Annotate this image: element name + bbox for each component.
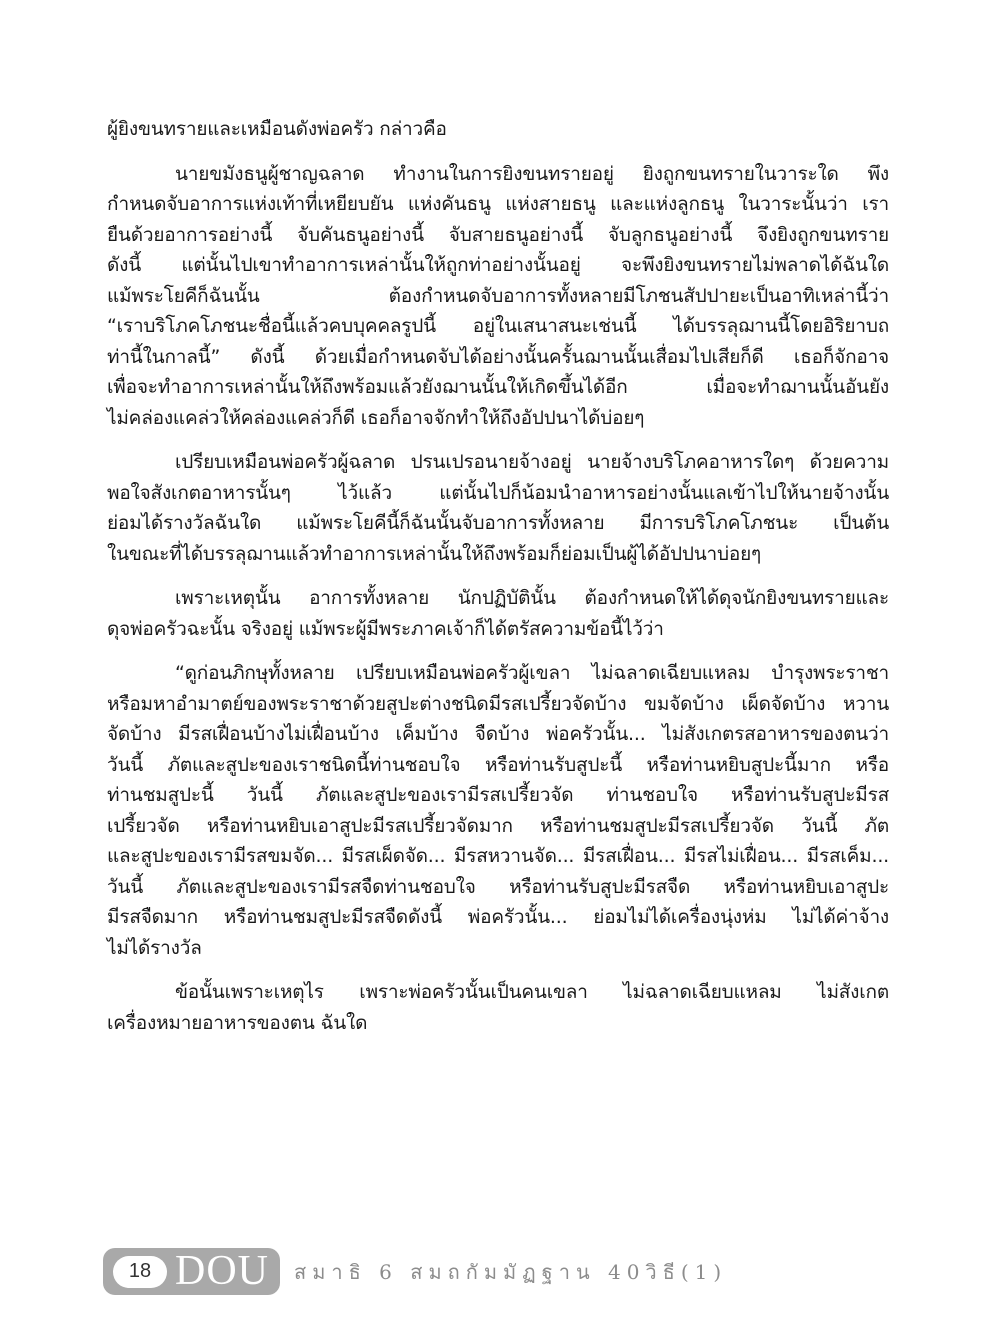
text-line: เพราะเหตุนั้น อาการทั้งหลาย นักปฏิบัตินั้น ต้องกำหนดให้ได้ดุจนักยิงขนทรายและ [175,587,889,609]
text-line: ดุจพ่อครัวฉะนั้น จริงอยู่ แม้พระผู้มีพระภาคเจ้าก็ได้ตรัสความข้อนี้ไว้ว่า [107,617,664,640]
text-line: ย่อมได้รางวัลฉันใด แม้พระโยคีนี้ก็ฉันนั้นจับอาการทั้งหลาย มีการบริโภคโภชนะ เป็นต้น [107,512,889,534]
paragraph-gap [107,433,889,447]
paragraph [107,159,889,434]
text-line: เพื่อจะทำอาการเหล่านั้นให้ถึงพร้อมแล้วยังฌานนั้นให้เกิดขึ้นได้อีก เมื่อจะทำฌานนั้นอันยัง [107,376,889,398]
text-line: พอใจสังเกตอาหารนั้นๆ ไว้แล้ว แต่นั้นไปก็น้อมนำอาหารอย่างนั้นแลเข้าไปให้นายจ้างนั้น [107,481,889,504]
body-text [107,114,889,1038]
text-line: ผู้ยิงขนทรายและเหมือนดังพ่อครัว กล่าวคือ [107,118,447,140]
paragraph [107,583,889,644]
text-line: ในขณะที่ได้บรรลุฌานแล้วทำอาการเหล่านั้นให้ถึงพร้อมก็ย่อมเป็นผู้ได้อัปปนาบ่อยๆ [107,542,762,565]
text-line: ท่านชมสูปะนี้ วันนี้ ภัตและสูปะของเรามีรสเปรี้ยวจัด ท่านชอบใจ หรือท่านรับสูปะมีรส [107,784,889,806]
text-line: “ดูก่อนภิกษุทั้งหลาย เปรียบเหมือนพ่อครัวผู้เขลา ไม่ฉลาดเฉียบแหลม บำรุงพระราชา [175,662,889,684]
text-line: เครื่องหมายอาหารของตน ฉันใด [107,1011,368,1034]
text-line: หรือมหาอำมาตย์ของพระราชาด้วยสูปะต่างชนิดมีรสเปรี้ยวจัดบ้าง ขมจัดบ้าง เผ็ดจัดบ้าง หวาน [107,692,889,715]
text-line: มีรสจืดมาก หรือท่านชมสูปะมีรสจืดดังนี้ พ่อครัวนั้น... ย่อมไม่ได้เครื่องนุ่งห่ม ไม่ได้ค่าจ้าง [107,906,889,928]
text-line: ไม่ได้รางวัล [107,936,202,959]
text-line: จัดบ้าง มีรสเฝื่อนบ้างไม่เฝื่อนบ้าง เค็มบ้าง จืดบ้าง พ่อครัวนั้น... ไม่สังเกตรสอาหารของตนว่า [107,723,889,745]
text-line: วันนี้ ภัตและสูปะของเราชนิดนี้ท่านชอบใจ หรือท่านรับสูปะนี้ หรือท่านหยิบสูปะนี้มาก หรือ [107,753,889,776]
text-line: วันนี้ ภัตและสูปะของเรามีรสจืดท่านชอบใจ หรือท่านรับสูปะมีรสจืด หรือท่านหยิบเอาสูปะ [107,875,889,898]
book-title: สมาธิ 6 สมถกัมมัฏฐาน 40วิธี(1) [294,1259,728,1284]
text-line: แม้พระโยคีก็ฉันนั้น ต้องกำหนดจับอาการทั้งหลายมีโภชนสัปปายะเป็นอาทิเหล่านี้ว่า [107,284,889,307]
paragraph [107,114,889,145]
text-line: เปรียบเหมือนพ่อครัวผู้ฉลาด ปรนเปรอนายจ้างอยู่ นายจ้างบริโภคอาหารใดๆ ด้วยความ [175,451,889,473]
paragraph [107,977,889,1038]
text-line: ข้อนั้นเพราะเหตุไร เพราะพ่อครัวนั้นเป็นคนเขลา ไม่ฉลาดเฉียบแหลม ไม่สังเกต [175,981,889,1003]
text-line: นายขมังธนูผู้ชาญฉลาด ทำงานในการยิงขนทรายอยู่ ยิงถูกขนทรายในวาระใด พึง [175,162,889,185]
paragraph-gap [107,963,889,977]
dou-badge [103,1248,280,1295]
page-footer [103,1248,727,1295]
text-line: เปรี้ยวจัด หรือท่านหยิบเอาสูปะมีรสเปรี้ยวจัดมาก หรือท่านชมสูปะมีรสเปรี้ยวจัด วันนี้ ภัต [107,814,889,837]
paragraph-gap [107,569,889,583]
text-line: ท่านี้ในกาลนี้” ดังนี้ ด้วยเมื่อกำหนดจับได้อย่างนั้นครั้นฌานนั้นเสื่อมไปเสียก็ดี เธอก็จักอาจ [107,345,889,368]
brand-logo-text: DOU [175,1248,269,1294]
paragraph [107,447,889,569]
text-line: และสูปะของเรามีรสขมจัด... มีรสเผ็ดจัด... มีรสหวานจัด... มีรสเฝื่อน... มีรสไม่เฝื่อน... มีรสเค็ม... [107,845,889,867]
text-line: ดังนี้ แต่นั้นไปเขาทำอาการเหล่านั้นให้ถูกท่าอย่างนั้นอยู่ จะพึงยิงขนทรายไม่พลาดได้ฉันใด [107,254,889,276]
text-line: “เราบริโภคโภชนะชื่อนี้แล้วคบบุคคลรูปนี้ อยู่ในเสนาสนะเช่นนี้ ได้บรรลุฌานนี้โดยอิริยาบถ [107,315,889,337]
paragraph-gap [107,145,889,159]
text-line: ยืนด้วยอาการอย่างนี้ จับคันธนูอย่างนี้ จับสายธนูอย่างนี้ จับลูกธนูอย่างนี้ จึงยิงถูกขนทราย [107,223,889,246]
text-line: กำหนดจับอาการแห่งเท้าที่เหยียบยัน แห่งคันธนู แห่งสายธนู และแห่งลูกธนู ในวาระนั้นว่า เรา [107,193,889,215]
page-number: 18 [113,1256,167,1288]
paragraph-gap [107,644,889,658]
paragraph [107,658,889,963]
text-line: ไม่คล่องแคล่วให้คล่องแคล่วก็ดี เธอก็อาจจักทำให้ถึงอัปปนาได้บ่อยๆ [107,406,645,429]
